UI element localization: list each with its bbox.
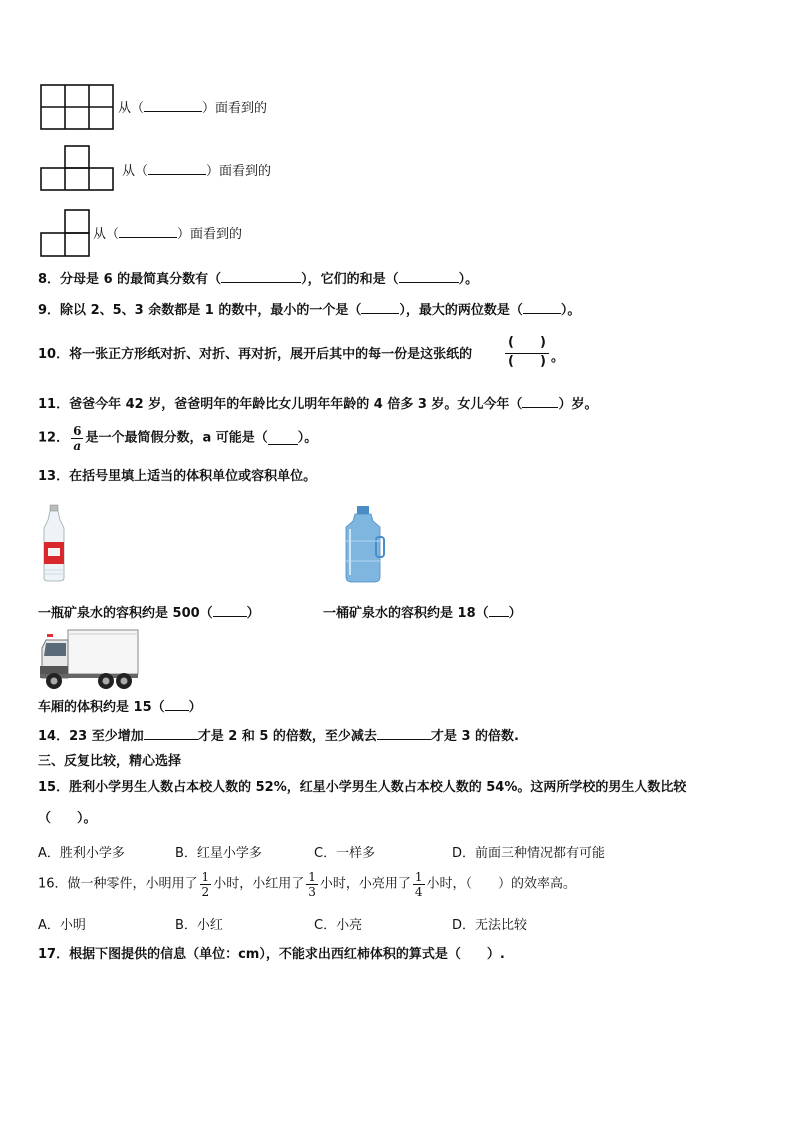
question-12: 12． $\frac{6}{a}$ 是一个最简假分数，a 可能是（ ）。 [38,424,318,453]
question-10-end: 。 [551,350,565,365]
q16-option-b[interactable]: B．小红 [175,918,223,933]
q13-jug-caption: 一桶矿泉水的容积约是 18（ ） [323,606,522,621]
question-17: 17．根据下图提供的信息（单位：cm），不能求出西红柿体积的算式是（ ）. [38,947,505,962]
q13-truck-caption: 车厢的体积约是 15（ ） [38,700,202,715]
question-15-line1: 15．胜利小学男生人数占本校人数的 52%，红星小学男生人数占本校人数的 54%。这两所学校的男生人数比较 [38,780,687,795]
fraction-1-4: $\frac{1}{4}$ [414,870,423,899]
q15-option-c[interactable]: C．一样多 [314,846,376,861]
fraction-6-over-a: $\frac{6}{a}$ [73,424,82,453]
view-caption-2: 从（ ）面看到的 [122,164,272,179]
question-9: 9．除以 2、5、3 余数都是 1 的数中，最小的一个是（ ），最大的两位数是（ ）。 [38,303,581,318]
view-grid-t-shape [40,145,114,191]
water-jug-image [340,505,386,583]
question-14: 14．23 至少增加 才是 2 和 5 的倍数，至少减去 才是 3 的倍数. [38,729,519,744]
water-bottle-image [40,504,68,582]
q16-option-c[interactable]: C．小亮 [314,918,363,933]
truck-image [38,628,140,690]
question-11: 11．爸爸今年 42 岁，爸爸明年的年龄比女儿明年年龄的 4 倍多 3 岁。女儿今年（ ）岁。 [38,397,598,412]
view-caption-3: 从（ ）面看到的 [93,227,243,242]
question-15-line2: （ ）。 [38,811,97,826]
fraction-1-3: $\frac{1}{3}$ [308,870,316,899]
question-10-fraction: ( ) ( ) [505,335,549,372]
fraction-1-2: $\frac{1}{2}$ [201,870,210,899]
question-10: 10．将一张正方形纸对折、对折、再对折，展开后其中的每一份是这张纸的 [38,347,473,362]
q15-option-d[interactable]: D．前面三种情况都有可能 [452,846,606,861]
view-grid-3x2 [40,84,114,130]
q16-option-a[interactable]: A．小明 [38,918,86,933]
q16-option-d[interactable]: D．无法比较 [452,918,528,933]
q13-bottle-caption: 一瓶矿泉水的容积约是 500（ ） [38,606,260,621]
question-8: 8．分母是 6 的最简真分数有（ ），它们的和是（ ）。 [38,272,479,287]
q15-option-b[interactable]: B．红星小学多 [175,846,262,861]
question-16: 16．做一种零件，小明用了 $\frac{1}{2}$ 小时，小红用了 $\frac{1}{3}$ 小时，小亮用了 $\frac{1}{4}$ 小时，（ ）的效率高。 [38,870,577,899]
section-3-heading: 三、反复比较，精心选择 [38,754,182,769]
view-caption-1: 从（ ）面看到的 [118,101,268,116]
view-grid-l-shape [40,209,90,257]
q15-option-a[interactable]: A．胜利小学多 [38,846,125,861]
question-13: 13．在括号里填上适当的体积单位或容积单位。 [38,469,317,484]
